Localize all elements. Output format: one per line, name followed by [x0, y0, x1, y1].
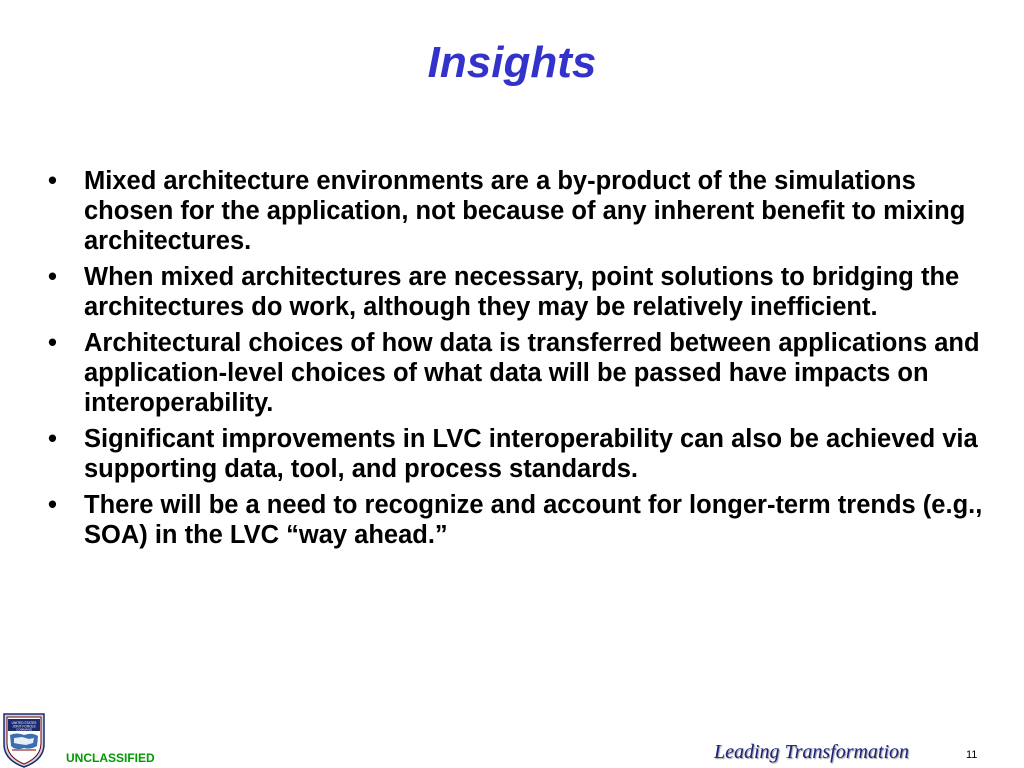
- footer-tagline: Leading Transformation: [714, 741, 910, 763]
- page-number: 11: [966, 749, 978, 761]
- bullet-item: [44, 262, 984, 322]
- svg-text:COMMAND: COMMAND: [16, 727, 32, 732]
- bullet-item: [44, 166, 984, 256]
- svg-text:JOINT FORCES: JOINT FORCES: [12, 724, 36, 729]
- bullet-text: When mixed architectures are necessary, point solutions to bridging the architectures do work, although they may be relatively inefficient.: [84, 263, 960, 321]
- bullet-item: [44, 490, 984, 550]
- bullet-text: Mixed architecture environments are a by-product of the simulations chosen for the application, not because of any inherent benefit to mixing architectures.: [84, 167, 966, 255]
- bullet-item: [44, 328, 984, 418]
- bullet-icon: •: [48, 263, 57, 291]
- slide-title: Insights: [427, 38, 597, 87]
- classification-label: UNCLASSIFIED: [66, 751, 155, 765]
- bullet-text: There will be a need to recognize and account for longer-term trends (e.g., SOA) in the LVC “way ahead.”: [84, 491, 983, 549]
- bullet-icon: •: [48, 329, 57, 357]
- bullet-icon: •: [48, 167, 57, 195]
- bullet-icon: •: [48, 425, 57, 453]
- bullet-text: Significant improvements in LVC interoperability can also be achieved via supporting data, tool, and process standards.: [84, 425, 978, 483]
- svg-text:UNITED STATES: UNITED STATES: [11, 721, 37, 725]
- bullet-icon: •: [48, 491, 57, 519]
- bullet-list: [44, 166, 984, 556]
- joint-forces-command-shield-icon: [2, 710, 46, 768]
- bullet-text: Architectural choices of how data is transferred between applications and application-level choices of what data will be passed have impacts on interoperability.: [84, 329, 980, 417]
- bullet-item: [44, 424, 984, 484]
